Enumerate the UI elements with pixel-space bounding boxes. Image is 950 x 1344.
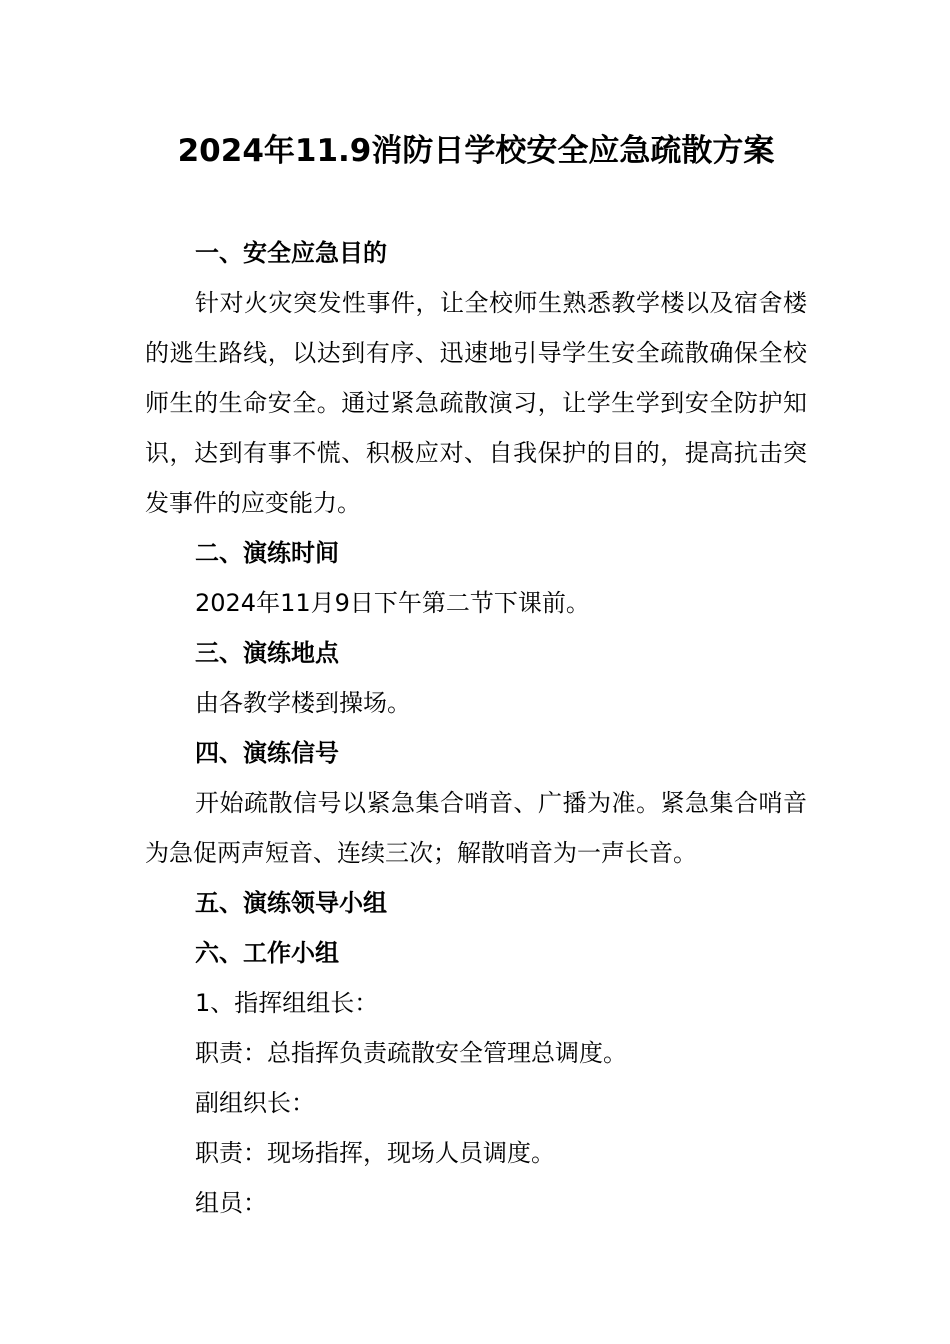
document-title: 2024年11.9消防日学校安全应急疏散方案	[177, 133, 775, 169]
section-heading-time: 二、演练时间	[195, 539, 339, 567]
section-body-signal: 开始疏散信号以紧急集合哨音、广播为准。紧急集合哨音为急促两声短音、连续三次；解散哨音为一声长音。	[145, 789, 807, 867]
command-group-leader: 1、指挥组组长：	[195, 989, 379, 1017]
deputy-leader-duty: 职责：现场指挥，现场人员调度。	[195, 1139, 555, 1167]
section-heading-working-group: 六、工作小组	[195, 939, 339, 967]
section-body-time: 2024年11月9日下午第二节下课前。	[195, 589, 590, 617]
group-members: 组员：	[195, 1189, 267, 1217]
command-group-leader-duty: 职责：总指挥负责疏散安全管理总调度。	[195, 1039, 627, 1067]
section-body-purpose: 针对火灾突发性事件，让全校师生熟悉教学楼以及宿舍楼的逃生路线，以达到有序、迅速地引导学生安全疏散确保全校师生的生命安全。通过紧急疏散演习，让学生学到安全防护知识，达到有事不慌、积极应对、自我保护的目的，提高抗击突发事件的应变能力。	[145, 289, 807, 517]
section-heading-purpose: 一、安全应急目的	[195, 239, 387, 267]
document-page	[145, 128, 807, 1228]
deputy-leader: 副组织长：	[195, 1089, 315, 1117]
section-heading-location: 三、演练地点	[195, 639, 339, 667]
section-body-location: 由各教学楼到操场。	[195, 689, 411, 717]
section-heading-leadership: 五、演练领导小组	[195, 889, 387, 917]
section-heading-signal: 四、演练信号	[195, 739, 339, 767]
